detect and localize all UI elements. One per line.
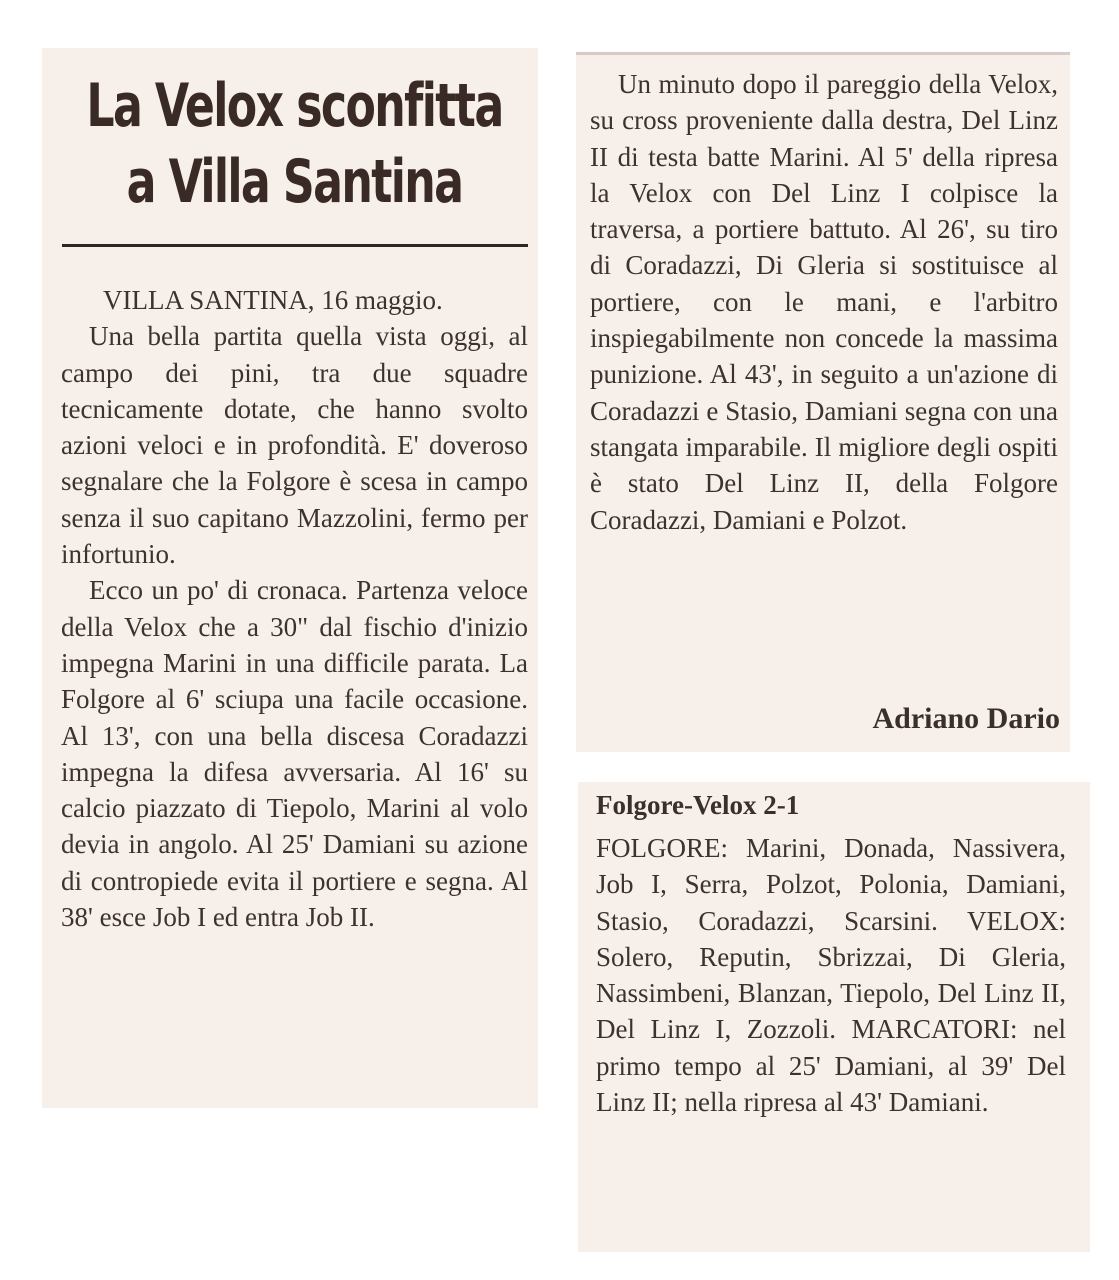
paragraph-intro: Una bella partita quella vista oggi, al campo dei pini, tra due squadre tecnicamente dotate, che hanno svolto azioni veloci e in profondità. E' doveroso segnalare che la Folgore è scesa in campo senza il suo capitano Mazzolini, fermo per infortunio. <box>61 321 528 570</box>
lineups-text <box>596 830 1066 1120</box>
right-column-body <box>590 66 1058 538</box>
right-column-clipping <box>576 52 1070 752</box>
top-cut-edge <box>576 52 1070 55</box>
headline-rule <box>62 244 528 247</box>
left-column-clipping <box>42 48 538 1108</box>
paragraph-chronicle: Ecco un po' di cronaca. Partenza veloce della Velox che a 30" dal fischio d'inizio impegna Marini in una difficile parata. La Folgore al 6' sciupa una facile occasione. Al 13', con una bella discesa Coradazzi impegna la difesa avversaria. Al 16' su calcio piazzato di Tiepolo, Marini al volo devia in angolo. Al 25' Damiani su azione di contropiede evita il portiere e segna. Al 38' esce Job I ed entra Job II. <box>61 575 528 933</box>
headline-line-2: a Villa Santina <box>126 147 463 217</box>
match-score-title: Folgore-Velox 2-1 <box>596 790 800 820</box>
left-column-body <box>61 282 528 935</box>
paragraph-second-half: Un minuto dopo il pareggio della Velox, su cross proveniente dalla destra, Del Linz II di testa batte Marini. Al 5' della ripresa la Velox con Del Linz I colpisce la traversa, a portiere battuto. Al 26', su tiro di Coradazzi, Di Gleria si sostituisce al portiere, con le mani, e l'arbitro inspiegabilmente non concede la massima punizione. Al 43', in seguito a un'azione di Coradazzi e Stasio, Damiani segna con una stangata imparabile. Il migliore degli ospiti è stato Del Linz II, della Folgore Coradazzi, Damiani e Polzot. <box>590 69 1058 535</box>
headline-line-1: La Velox sconfitta <box>86 71 503 141</box>
lineups-paragraph: FOLGORE: Marini, Donada, Nassivera, Job I, Serra, Polzot, Polonia, Damiani, Stasio, Coradazzi, Scarsini. VELOX: Solero, Reputin, Sbrizzai, Di Gleria, Nassimbeni, Blanzan, Tiepolo, Del Linz II, Del Linz I, Zozzoli. MARCATORI: nel primo tempo al 25' Damiani, al 39' Del Linz II; nella ripresa al 43' Damiani. <box>596 833 1066 1118</box>
author-signature: Adriano Dario <box>872 702 1060 735</box>
dateline: VILLA SANTINA, 16 maggio. <box>103 285 443 315</box>
match-summary-box <box>578 782 1090 1252</box>
